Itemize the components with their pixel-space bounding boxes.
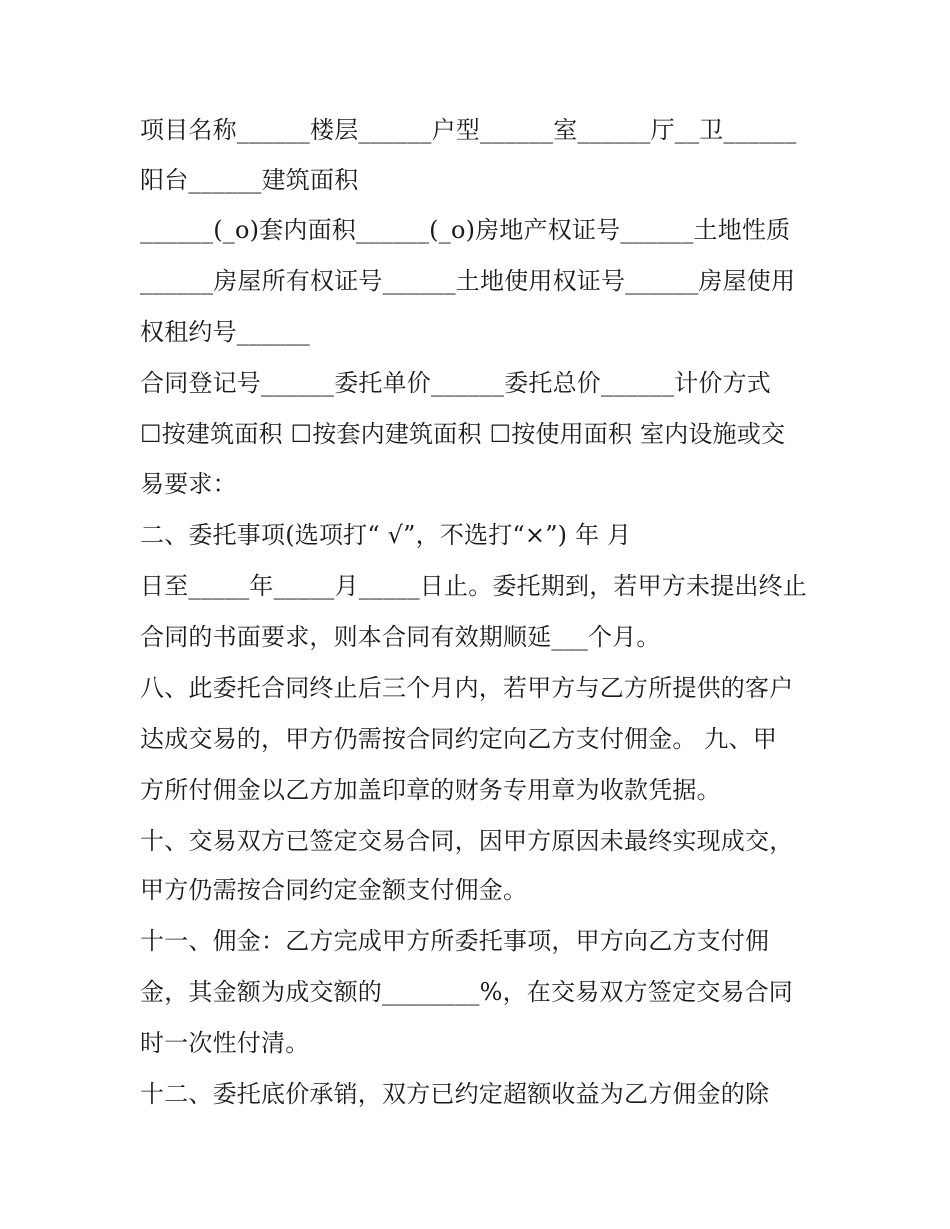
text-line: 合同登记号______委托单价______委托总价______计价方式 (140, 369, 771, 397)
text-line: 二、委托事项(选项打“ √”，不选打“×”) 年 月 (140, 521, 632, 549)
text-line: 金，其金额为成交额的________%，在交易双方签定交易合同 (140, 978, 794, 1006)
text-line: ☐按建筑面积 ☐按套内建筑面积 ☐按使用面积 室内设施或交 (140, 420, 786, 448)
text-line: 十、交易双方已签定交易合同，因甲方原因未最终实现成交， (140, 827, 794, 855)
text-line: 阳台______建筑面积 (140, 166, 359, 194)
text-line: 达成交易的，甲方仍需按合同约定向乙方支付佣金。 九、甲 (140, 725, 778, 753)
text-line: 易要求： (140, 470, 237, 498)
text-line: 合同的书面要求，则本合同有效期顺延___个月。 (140, 623, 661, 651)
text-line: 十一、佣金：乙方完成甲方所委托事项，甲方向乙方支付佣 (140, 927, 770, 955)
text-line: ______(_o)套内面积______(_o)房地产权证号______土地性质 (140, 216, 791, 244)
text-line: 权租约号______ (140, 318, 310, 346)
text-line: 方所付佣金以乙方加盖印章的财务专用章为收款凭据。 (140, 776, 721, 804)
text-line: 八、此委托合同终止后三个月内，若甲方与乙方所提供的客户 (140, 674, 794, 702)
text-line: 日至_____年_____月_____日止。委托期到，若甲方未提出终止 (140, 572, 807, 600)
text-line: 时一次性付清。 (140, 1029, 310, 1057)
text-line: 十二、委托底价承销，双方已约定超额收益为乙方佣金的除 (140, 1080, 770, 1108)
text-line: 甲方仍需按合同约定金额支付佣金。 (140, 876, 528, 904)
text-line: ______房屋所有权证号______土地使用权证号______房屋使用 (140, 267, 796, 295)
text-line: 项目名称______楼层______户型______室______厅__卫______ (140, 116, 797, 144)
